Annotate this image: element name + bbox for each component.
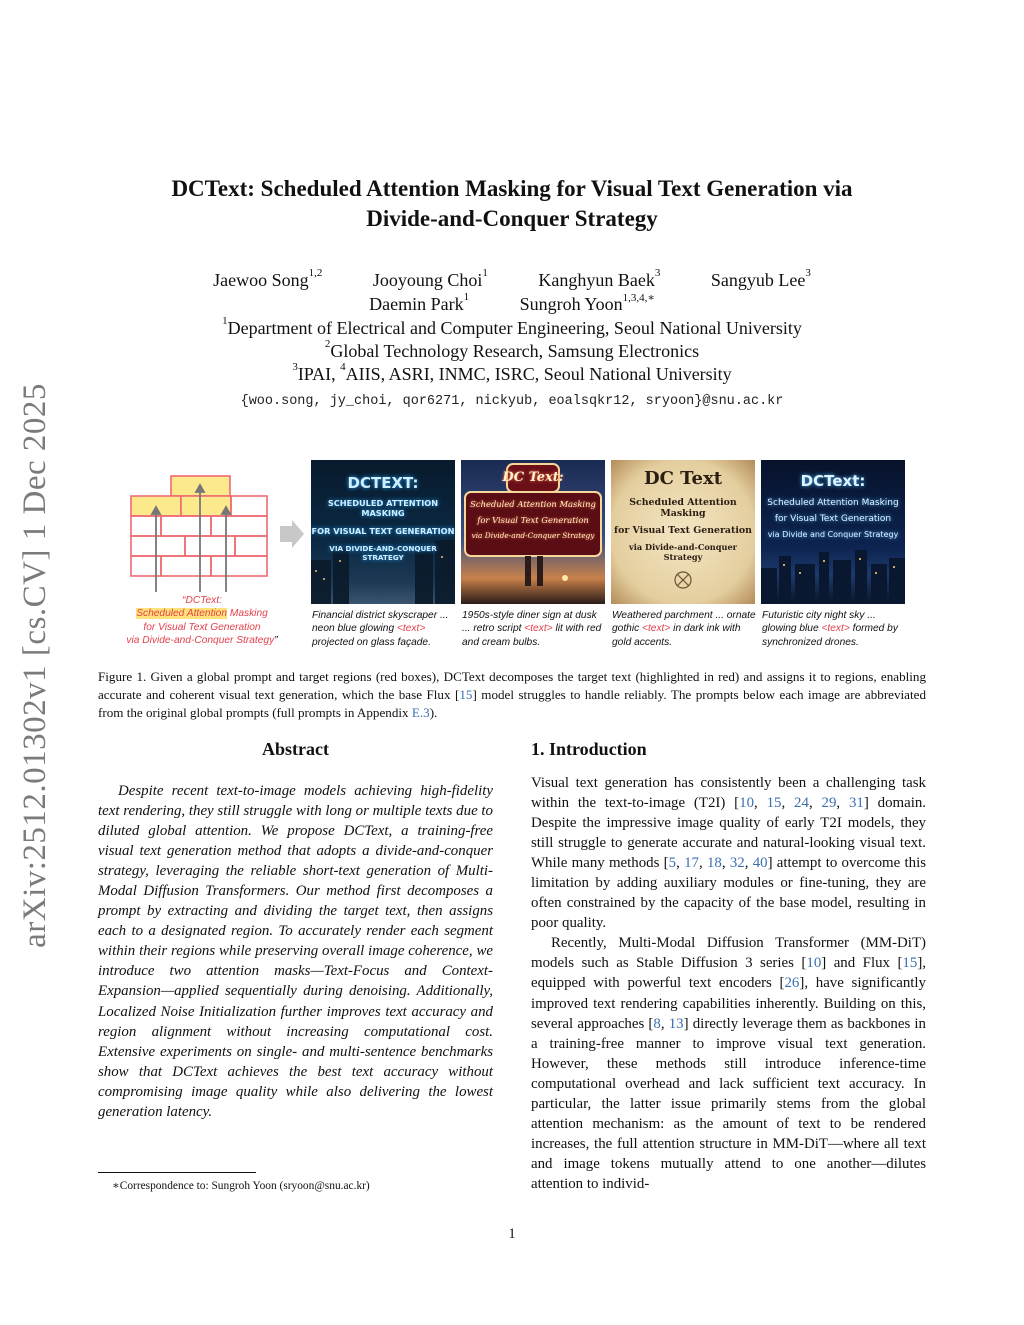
citation-link[interactable]: 17 bbox=[684, 855, 699, 872]
citation-link[interactable]: 15 bbox=[902, 955, 918, 972]
author-emails: {woo.song, jy_choi, qor6271, nickyub, eoalsqkr12, sryoon}@snu.ac.kr bbox=[240, 394, 784, 409]
author: Kanghyun Baek$^3$ bbox=[538, 267, 661, 290]
paper-title bbox=[98, 174, 926, 234]
abstract-heading: Abstract bbox=[262, 739, 329, 759]
citation-link[interactable]: 8 bbox=[653, 1015, 661, 1032]
citation-link[interactable]: 32 bbox=[729, 855, 745, 872]
panel-text-line: for Visual Text Generation bbox=[614, 525, 752, 536]
authors-row-1 bbox=[98, 267, 926, 291]
citation-link[interactable]: 31 bbox=[848, 795, 864, 812]
panel-text-line: VIA DIVIDE-AND-CONQUER STRATEGY bbox=[329, 544, 437, 562]
citation-link[interactable]: 10 bbox=[739, 795, 755, 812]
author: Jooyoung Choi$^1$ bbox=[372, 267, 488, 290]
panel-text-line: Scheduled Attention Masking bbox=[767, 498, 899, 508]
appendix-link[interactable]: E.3 bbox=[411, 705, 430, 720]
citation-link[interactable]: 40 bbox=[752, 855, 768, 872]
text-segment: , bbox=[660, 1015, 669, 1032]
authors-row-2 bbox=[98, 291, 926, 315]
region-diagram bbox=[128, 474, 308, 594]
text-segment: , bbox=[721, 855, 730, 872]
panel-text-line: via Divide-and-Conquer Strategy bbox=[629, 542, 737, 562]
panel-text-line: via Divide-and-Conquer Strategy bbox=[471, 531, 595, 540]
footnote: ∗Correspondence to: Sungroh Yoon (sryoon@snu.ac.kr) bbox=[112, 1180, 370, 1192]
panel-text-line: DCTEXT: bbox=[347, 474, 419, 492]
figure-caption: Figure 1. Given a global prompt and target regions (red boxes), DCText decomposes the target text (highlighted in red) and assigns it to regions, enabling accurate and coherent visual text generation, which the base Flux [15] model struggles to handle reliably. The prompts below each image are abbreviated from the original global prompts (full prompts in Appendix E.3). bbox=[98, 669, 926, 720]
text-segment: , bbox=[754, 795, 767, 812]
panel-caption: Financial district skyscraper ... neon blue glowing <text> projected on glass façade. bbox=[312, 610, 449, 648]
panel-text-line: for Visual Text Generation bbox=[477, 515, 589, 525]
text-segment: ] domain. Despite the impressive image quality of early T2I models, they still struggle to generate accurate and natural-looking visual text. While many methods [ bbox=[531, 795, 927, 872]
generated-image-1 bbox=[311, 460, 455, 604]
panel-text-line: Scheduled Attention Masking bbox=[470, 499, 596, 509]
text-segment: , bbox=[781, 795, 795, 812]
title-line-2: Divide-and-Conquer Strategy bbox=[366, 206, 658, 231]
title-line-1: DCText: Scheduled Attention Masking for Visual Text Generation via bbox=[171, 176, 853, 201]
generated-image-4 bbox=[761, 460, 905, 604]
affiliation: $^1$Department of Electrical and Computer Engineering, Seoul National University bbox=[222, 315, 802, 338]
text-segment: , bbox=[698, 855, 707, 872]
panel-text-line: FOR VISUAL TEXT GENERATION bbox=[311, 526, 455, 536]
panel-text-line: DCText: bbox=[800, 472, 866, 490]
affiliation: $^2$Global Technology Research, Samsung Electronics bbox=[324, 338, 700, 361]
arrow-right-icon bbox=[280, 520, 304, 548]
panel-text-line: Scheduled Attention Masking bbox=[629, 497, 737, 519]
text-segment: , bbox=[744, 855, 753, 872]
text-segment: , bbox=[808, 795, 822, 812]
text-segment: ] directly leverage them as backbones in a training-free manner to improve visual text generation. However, these methods still introduce inference-time computational overhead and lack sufficient text accuracy. In particular, the latter issue primarily stems from the global attention mechanism: as the amount of text to be rendered increases, the full attention structure in MM-DiT—where all text and image tokens mutually attend to one another—dilutes attention to individ- bbox=[531, 1015, 926, 1192]
panel-text-line: DC Text: bbox=[502, 470, 564, 485]
diagram-caption: “DCText: Scheduled Attention Masking for Visual Text Generation via Divide-and-Conquer Strategy” bbox=[126, 595, 278, 646]
text-segment: Visual text generation has consistently been a challenging task within the text-to-image (T2I) [ bbox=[531, 775, 926, 812]
citation-link[interactable]: 24 bbox=[794, 795, 809, 812]
citation-link[interactable]: 10 bbox=[806, 955, 822, 972]
author: Sangyub Lee$^3$ bbox=[710, 267, 811, 290]
section-heading: 1. Introduction bbox=[531, 739, 647, 759]
ornament-graphic bbox=[611, 460, 755, 604]
citation-link[interactable]: 26 bbox=[784, 975, 800, 992]
arxiv-id: arXiv:2512.01302v1 [cs.CV] 1 Dec 2025 bbox=[16, 382, 53, 948]
panel-caption: Weathered parchment ... ornate gothic <text> in dark ink with gold accents. bbox=[612, 610, 756, 648]
author: Jaewoo Song$^{1,2}$ bbox=[213, 267, 323, 290]
author: Daemin Park$^1$ bbox=[369, 291, 470, 314]
text-segment: Recently, Multi-Modal Diffusion Transformer (MM-DiT) models such as Stable Diffusion 3 series [ bbox=[531, 935, 926, 972]
panel-text-line: for Visual Text Generation bbox=[774, 514, 892, 524]
text-segment: ], have significantly improved text rendering capabilities inherently. Building on this, several approaches [ bbox=[531, 975, 926, 1032]
panel-text-line: DC Text bbox=[643, 468, 723, 489]
text-segment: ], equipped with powerful text encoders [ bbox=[531, 955, 926, 992]
generated-image-3 bbox=[611, 460, 755, 604]
citation-link[interactable]: 15 bbox=[766, 795, 782, 812]
text-segment: , bbox=[836, 795, 849, 812]
intro-text bbox=[531, 773, 926, 1194]
footnote-rule bbox=[98, 1172, 256, 1173]
panel-caption: 1950s-style diner sign at dusk ... retro script <text> lit with red and cream bulbs. bbox=[462, 610, 602, 648]
abstract-text: Despite recent text-to-image models achieving high-fidelity text rendering, they still struggle with long or multiple texts due to diluted global attention. We propose DCText, a training-free visual text generation method that adopts a divide-and-conquer strategy, leveraging the reliable short-text generation of Multi-Modal Diffusion Transformers. Our method first decomposes a prompt by extracting and dividing the target text, then assigns each to a designated region. To accurately render each segment within their regions while preserving overall image coherence, we introduce two attention masks—Text-Focus and Context-Expansion—applied sequentially during denoising. Additionally, Localized Noise Initialization further improves text accuracy and region alignment without increasing computational cost. Extensive experiments on single- and multi-sentence benchmarks show that DCText achieves the best text accuracy without compromising image quality while also delivering the lowest generation latency. bbox=[98, 783, 493, 1120]
paragraph bbox=[531, 773, 926, 933]
panel-text-line: via Divide and Conquer Strategy bbox=[767, 530, 899, 539]
citation-link[interactable]: 29 bbox=[821, 795, 837, 812]
affiliation: $^3$IPAI, $^4$AIIS, ASRI, INMC, ISRC, Seoul National University bbox=[292, 361, 732, 384]
arxiv-stamp bbox=[8, 380, 62, 950]
text-segment: ] and Flux [ bbox=[821, 955, 903, 972]
citation-link[interactable]: 5 bbox=[668, 855, 677, 872]
panel-text-line: SCHEDULED ATTENTION MASKING bbox=[327, 498, 439, 518]
text-segment: , bbox=[676, 855, 685, 872]
author: Sungroh Yoon$^{1,3,4,∗}$ bbox=[519, 292, 655, 314]
citation-link[interactable]: 13 bbox=[668, 1015, 684, 1032]
panel-caption: Futuristic city night sky ... glowing blue <text> formed by synchronized drones. bbox=[762, 610, 898, 648]
generated-image-2 bbox=[461, 460, 605, 604]
citation-link[interactable]: 15 bbox=[459, 687, 473, 702]
page-number: 1 bbox=[508, 1226, 516, 1242]
text-segment: ] attempt to overcome this limitation by adding auxiliary modules or fine-tuning, they are often constrained by the capacity of the base model, resulting in poor quality. bbox=[531, 855, 927, 932]
citation-link[interactable]: 18 bbox=[706, 855, 722, 872]
paragraph bbox=[531, 933, 926, 1194]
